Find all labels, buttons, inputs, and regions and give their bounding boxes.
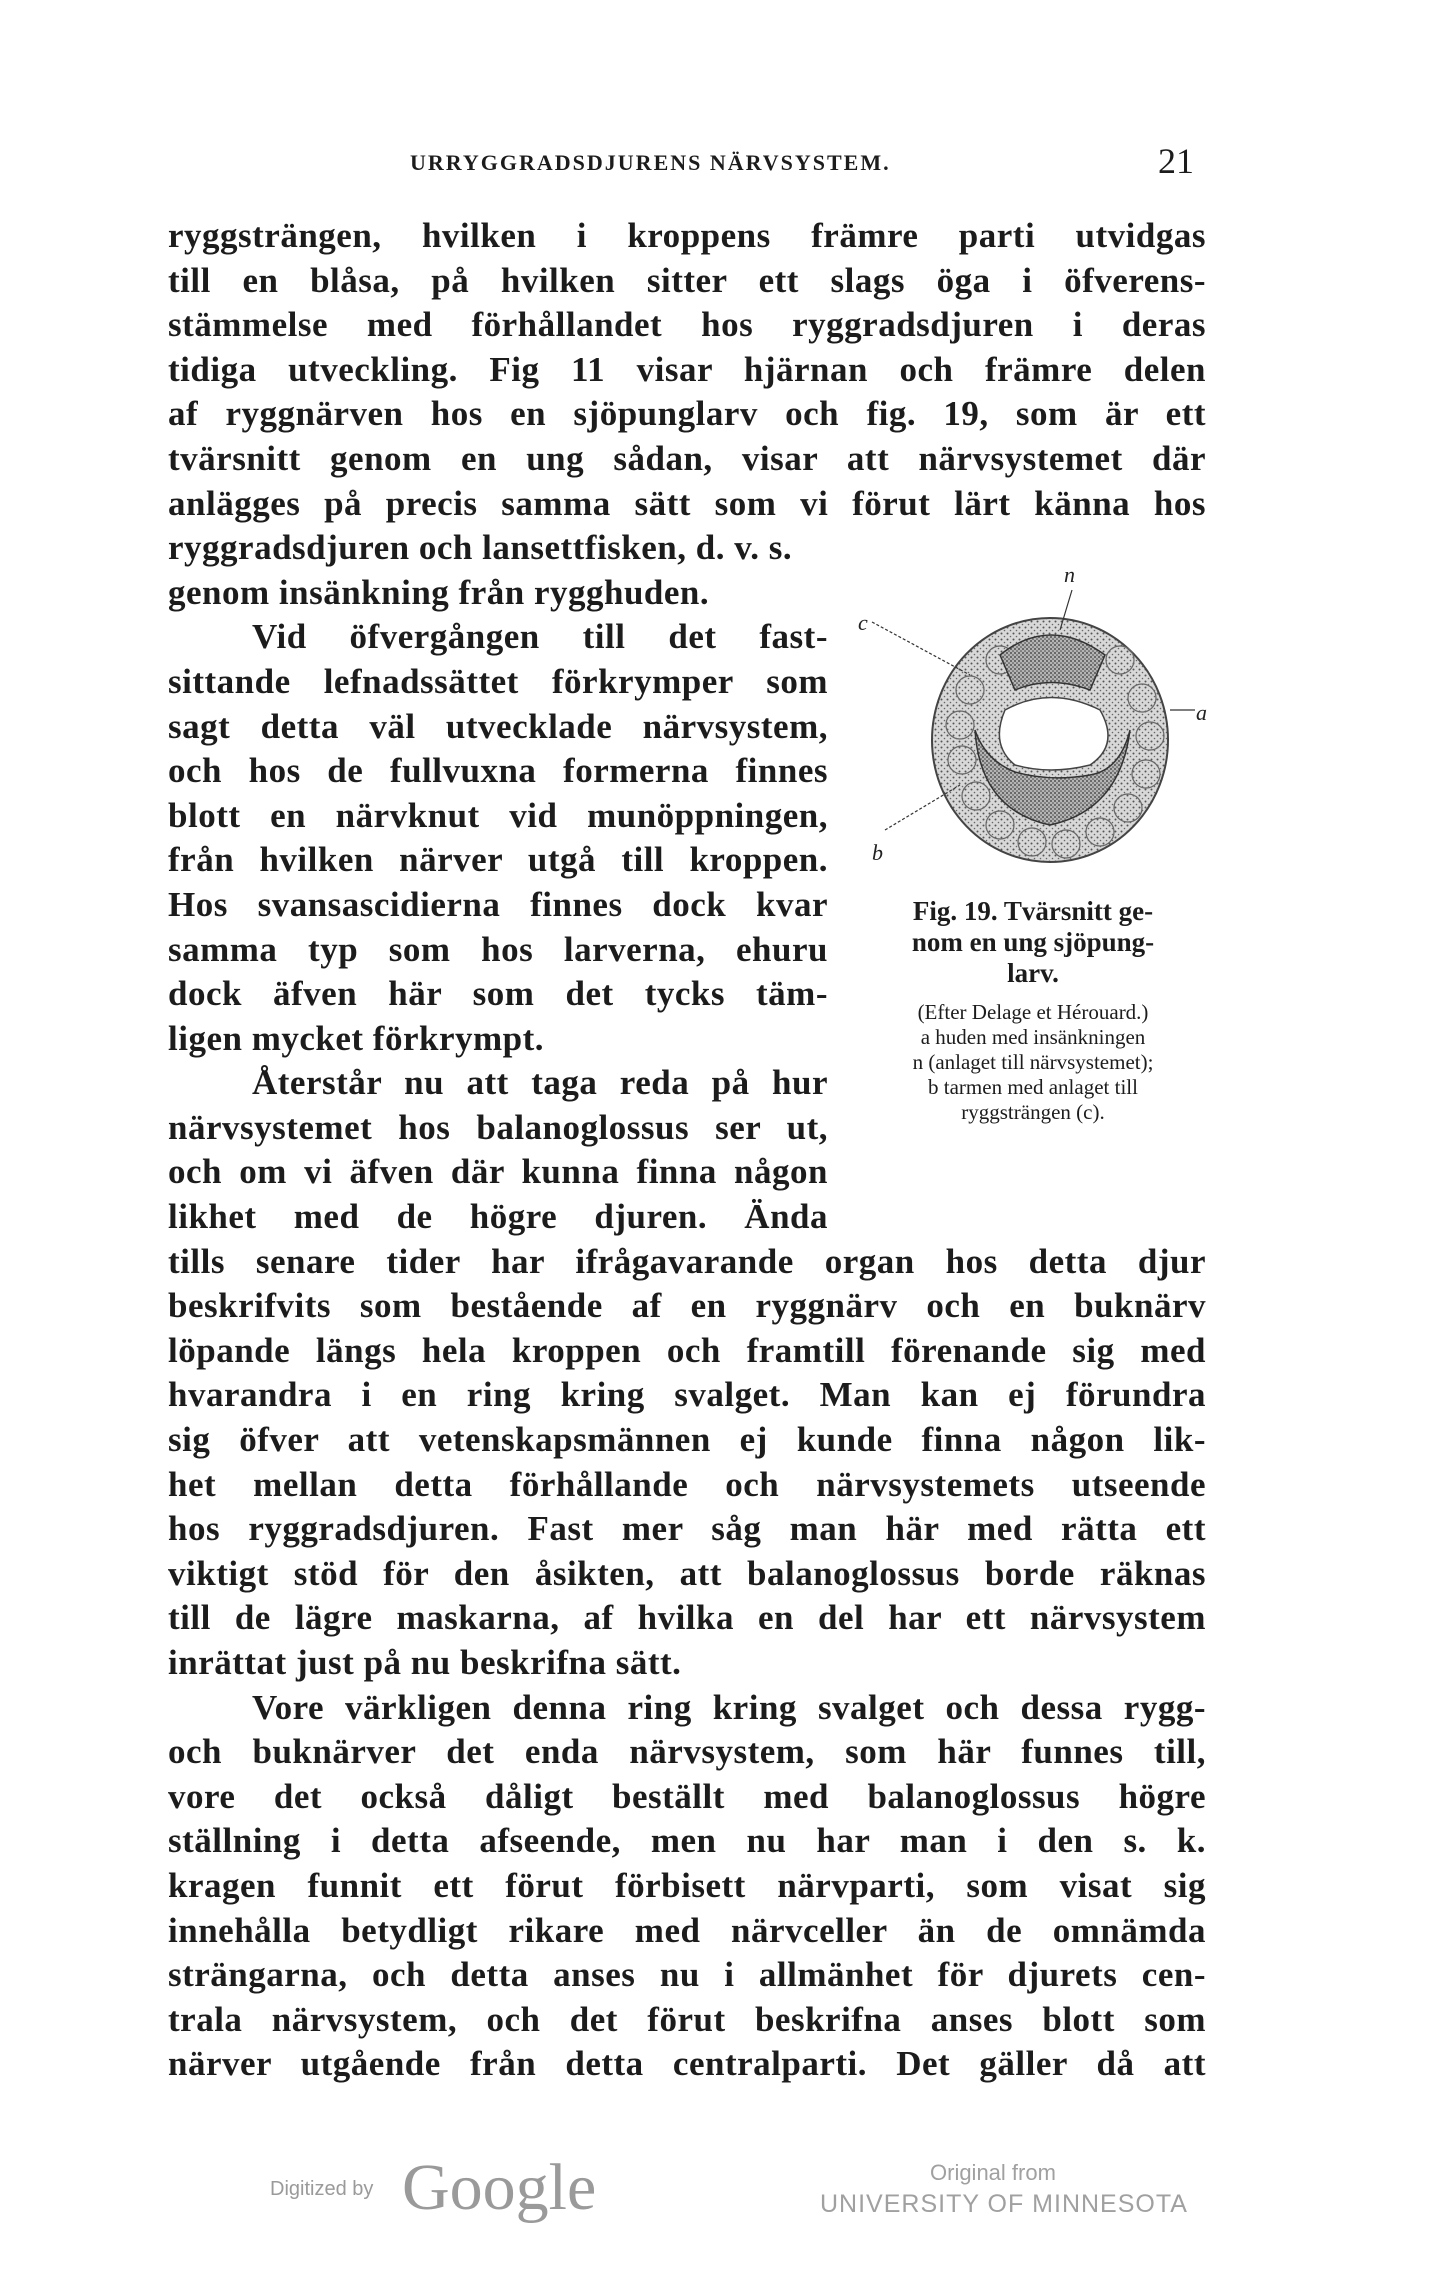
figure-label-n: n: [1064, 562, 1075, 587]
text-line: stämmelse med förhållandet hos ryggradsdjuren i deras: [168, 305, 1206, 345]
institution-name: UNIVERSITY OF MINNESOTA: [820, 2190, 1188, 2218]
figure-legend-line: ryggsträngen (c).: [961, 1100, 1105, 1124]
text-line: Vore värkligen denna ring kring svalget och dessa rygg-: [252, 1687, 1206, 1727]
text-line: anlägges på precis samma sätt som vi förut lärt känna hos: [168, 483, 1206, 523]
figure-legend-line: a huden med insänkningen: [920, 1025, 1146, 1049]
figure-19-illustration: [850, 560, 1210, 890]
text-line: till en blåsa, på hvilken sitter ett slags öga i öfverens-: [168, 260, 1206, 300]
text-line: närvsystemet hos balanoglossus ser ut,: [168, 1107, 828, 1147]
text-line: kragen funnit ett förut förbisett närvparti, som visat sig: [168, 1865, 1206, 1905]
figure-caption-line: larv.: [1007, 958, 1059, 988]
text-line: genom insänkning från rygghuden.: [168, 572, 710, 612]
text-line: het mellan detta förhållande och närvsystemets utseende: [168, 1464, 1206, 1504]
figure-caption: [848, 896, 1218, 989]
text-line: tidiga utveckling. Fig 11 visar hjärnan och främre delen: [168, 349, 1206, 389]
text-line: inrättat just på nu beskrifna sätt.: [168, 1643, 682, 1682]
text-line: sig öfver att vetenskapsmännen ej kunde finna någon lik-: [168, 1420, 1206, 1460]
text-line: sittande lefnadssättet förkrymper som: [168, 661, 828, 701]
text-line: innehålla betydligt rikare med närvceller än de omnämda: [168, 1910, 1206, 1950]
text-line: ryggsträngen, hvilken i kroppens främre parti utvidgas: [168, 216, 1206, 255]
text-line: och hos de fullvuxna formerna finnes: [168, 751, 828, 791]
figure-legend-line: n (anlaget till närvsystemet);: [912, 1050, 1154, 1074]
text-line: Vid öfvergången till det fast-: [252, 617, 828, 657]
text-line: och buknärver det enda närvsystem, som här funnes till,: [168, 1732, 1206, 1772]
text-line: sagt detta väl utvecklade närvsystem,: [168, 706, 828, 746]
text-line: ställning i detta afseende, men nu har man i den s. k.: [168, 1821, 1206, 1861]
figure-legend-line: b tarmen med anlaget till: [928, 1075, 1138, 1099]
text-line: dock äfven här som det tycks täm-: [168, 974, 828, 1014]
central-lumen: [999, 698, 1108, 771]
body-text: [168, 214, 1206, 2087]
text-line: samma typ som hos larverna, ehuru: [168, 929, 828, 969]
figure-caption-line: nom en ung sjöpung-: [911, 927, 1155, 957]
digitized-by-label: Digitized by: [270, 2178, 374, 2200]
text-line: af ryggnärven hos en sjöpunglarv och fig. 19, som är ett: [168, 394, 1206, 434]
figure-caption-line: Fig. 19. Tvärsnitt ge-: [912, 896, 1154, 926]
text-line: Hos svansascidierna finnes dock kvar: [168, 884, 828, 924]
text-line: tills senare tider har ifrågavarande organ hos detta djur: [168, 1241, 1206, 1281]
figure-label-b: b: [872, 840, 883, 865]
text-line: viktigt stöd för den åsikten, att balanoglossus borde räknas: [168, 1553, 1206, 1593]
text-line: hvarandra i en ring kring svalget. Man kan ej förundra: [168, 1375, 1206, 1415]
text-line: likhet med de högre djuren. Ända: [168, 1197, 828, 1237]
text-line: ryggradsdjuren och lansettfisken, d. v. s.: [168, 528, 793, 568]
text-line: strängarna, och detta anses nu i allmänhet för djurets cen-: [168, 1955, 1206, 1995]
text-line: löpande längs hela kroppen och framtill förenande sig med: [168, 1330, 1206, 1370]
running-title: URRYGGRADSDJURENS NÄRVSYSTEM.: [410, 150, 891, 175]
text-line: blott en närvknut vid munöppningen,: [168, 795, 828, 835]
page-number: 21: [1158, 141, 1194, 181]
text-line: hos ryggradsdjuren. Fast mer såg man här med rätta ett: [168, 1509, 1206, 1549]
text-line: tvärsnitt genom en ung sådan, visar att närvsystemet där: [168, 438, 1206, 478]
google-logo: Google: [402, 2151, 597, 2224]
text-line: och om vi äfven där kunna finna någon: [168, 1152, 828, 1192]
figure-credit: (Efter Delage et Hérouard.): [917, 1000, 1149, 1024]
original-from-label: Original from: [930, 2160, 1056, 2185]
text-line: beskrifvits som bestående af en ryggnärv och en buknärv: [168, 1286, 1206, 1326]
text-line: från hvilken närver utgå till kroppen.: [168, 840, 828, 880]
text-line: vore det också dåligt beställt med balanoglossus högre: [168, 1776, 1206, 1816]
text-line: ligen mycket förkrympt.: [168, 1018, 545, 1058]
figure-label-c: c: [858, 610, 868, 635]
text-line: till de lägre maskarna, af hvilka en del har ett närvsystem: [168, 1598, 1206, 1638]
text-line: trala närvsystem, och det förut beskrifna anses blott som: [168, 1999, 1206, 2039]
text-line: Återstår nu att taga reda på hur: [252, 1063, 828, 1103]
figure-label-a: a: [1196, 700, 1207, 725]
text-line: närver utgående från detta centralparti. Det gäller då att: [168, 2044, 1206, 2084]
figure-legend: [848, 1000, 1218, 1125]
